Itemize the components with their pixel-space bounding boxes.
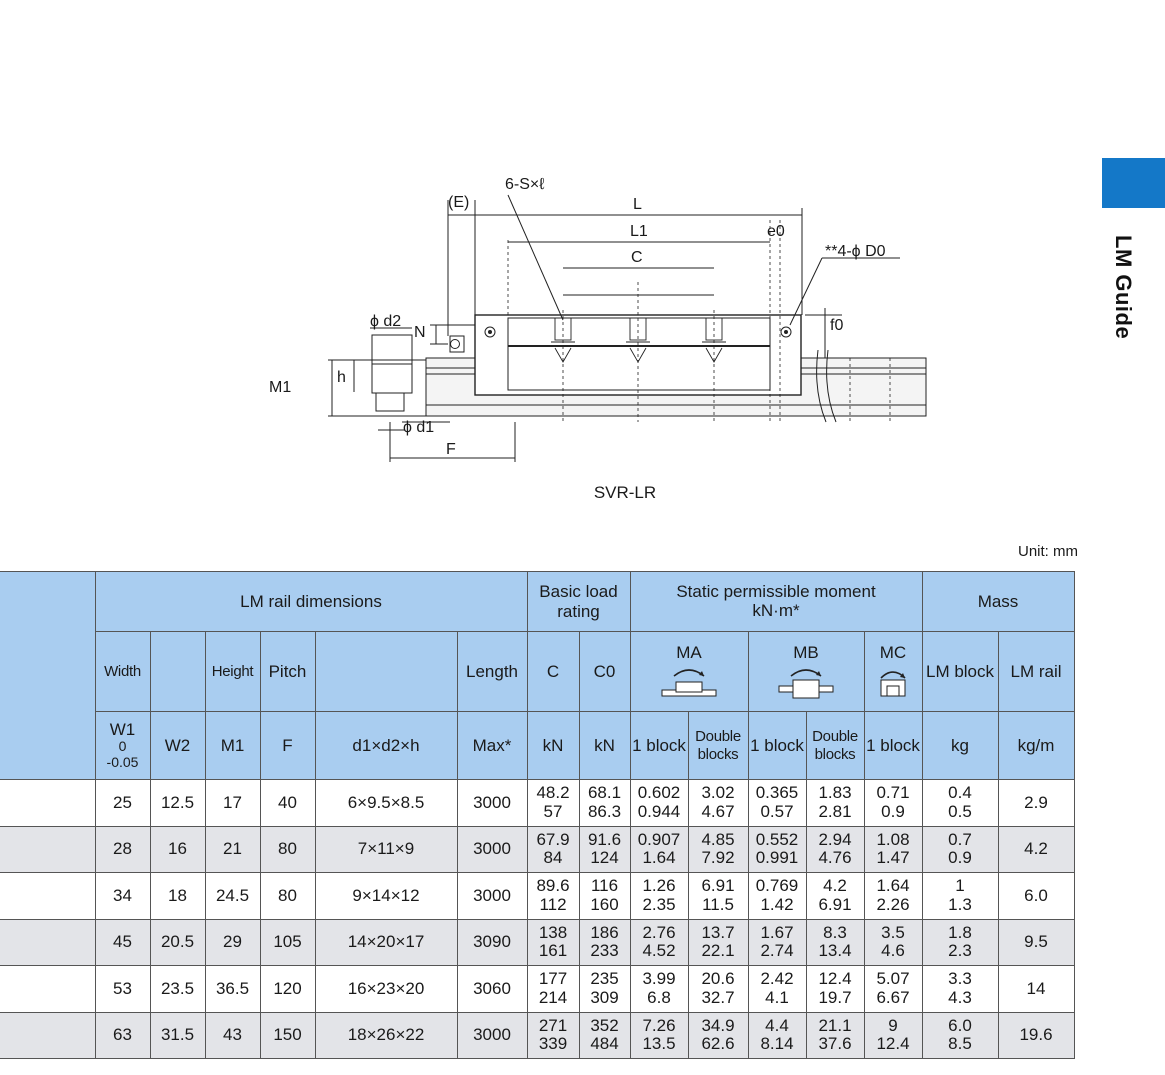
cell-mb2: 8.3 13.4	[806, 919, 864, 966]
cell-rail-mass: 6.0	[998, 873, 1074, 920]
cell-bolt: 6×9.5×8.5	[315, 780, 457, 827]
cell-f: 120	[260, 966, 315, 1013]
cell-ma1: 7.26 13.5	[630, 1012, 688, 1059]
sub-kn-c: kN	[527, 712, 579, 780]
dim-m1-label: M1	[269, 379, 292, 396]
cell-mb1: 0.552 0.991	[748, 826, 806, 873]
cell-bolt: 16×23×20	[315, 966, 457, 1013]
sub-bolt: d1×d2×h	[315, 712, 457, 780]
cell-block: 0.4 0.5	[922, 780, 998, 827]
cell-ma2: 3.02 4.67	[688, 780, 748, 827]
cell-bolt: 14×20×17	[315, 919, 457, 966]
cell-w1: 25	[95, 780, 150, 827]
cell-mb2: 4.2 6.91	[806, 873, 864, 920]
cell-ma2: 4.85 7.92	[688, 826, 748, 873]
cell-ma1: 1.26 2.35	[630, 873, 688, 920]
cell-mb1: 1.67 2.74	[748, 919, 806, 966]
sub-kgm: kg/m	[998, 712, 1074, 780]
cell-w2: 18	[150, 873, 205, 920]
group-basic-load: Basic load rating	[527, 572, 630, 632]
sub-ma-1block: 1 block	[630, 712, 688, 780]
hdr-lm-rail: LM rail	[998, 632, 1074, 712]
table-row	[0, 826, 1074, 873]
cell-w2: 23.5	[150, 966, 205, 1013]
table-row	[0, 919, 1074, 966]
cell-c: 271 339	[527, 1012, 579, 1059]
sub-max: Max*	[457, 712, 527, 780]
header-blank	[0, 572, 95, 780]
cell-mb2: 1.83 2.81	[806, 780, 864, 827]
cell-max: 3000	[457, 780, 527, 827]
cell-f: 40	[260, 780, 315, 827]
spec-table	[0, 571, 1075, 1059]
hdr-w2-blank	[150, 632, 205, 712]
hdr-ma: MA	[630, 632, 748, 712]
dim-e0-label: e0	[767, 223, 785, 240]
cell-m1: 43	[205, 1012, 260, 1059]
cell-w1: 63	[95, 1012, 150, 1059]
cell-rail-mass: 14	[998, 966, 1074, 1013]
dim-n-label: N	[414, 324, 426, 341]
dim-d0-label: **4-ϕ D0	[825, 243, 886, 260]
mb-moment-icon	[775, 664, 837, 700]
cell-w1: 45	[95, 919, 150, 966]
dim-d2-label: ϕ d2	[370, 313, 402, 330]
cell-m1: 17	[205, 780, 260, 827]
cell-mc1: 1.08 1.47	[864, 826, 922, 873]
cell-mb1: 0.365 0.57	[748, 780, 806, 827]
cell-rail-mass: 2.9	[998, 780, 1074, 827]
cell-f: 105	[260, 919, 315, 966]
row-model-cell	[0, 1012, 95, 1059]
cell-w1: 53	[95, 966, 150, 1013]
cell-rail-mass: 19.6	[998, 1012, 1074, 1059]
cell-c: 48.2 57	[527, 780, 579, 827]
cell-f: 80	[260, 873, 315, 920]
cell-ma2: 34.9 62.6	[688, 1012, 748, 1059]
cell-f: 80	[260, 826, 315, 873]
cell-mb1: 4.4 8.14	[748, 1012, 806, 1059]
dim-hole-label: 6-S×ℓ	[505, 176, 545, 193]
table-row	[0, 966, 1074, 1013]
ma-moment-icon	[658, 664, 720, 700]
cell-mc1: 1.64 2.26	[864, 873, 922, 920]
cell-c0: 116 160	[579, 873, 630, 920]
technical-drawing	[250, 160, 950, 470]
cell-max: 3060	[457, 966, 527, 1013]
sub-m1: M1	[205, 712, 260, 780]
cell-mb2: 21.1 37.6	[806, 1012, 864, 1059]
cell-c0: 186 233	[579, 919, 630, 966]
dim-l-label: L	[633, 196, 642, 213]
sub-mc-1block: 1 block	[864, 712, 922, 780]
sub-ma-double: Double blocks	[688, 712, 748, 780]
cell-c: 138 161	[527, 919, 579, 966]
hdr-length: Length	[457, 632, 527, 712]
cell-f: 150	[260, 1012, 315, 1059]
hdr-c: C	[527, 632, 579, 712]
cell-c0: 235 309	[579, 966, 630, 1013]
cell-mb1: 0.769 1.42	[748, 873, 806, 920]
cell-ma2: 6.91 11.5	[688, 873, 748, 920]
group-mass: Mass	[922, 572, 1074, 632]
cell-block: 0.7 0.9	[922, 826, 998, 873]
dim-e-label: (E)	[448, 194, 470, 211]
cell-mc1: 0.71 0.9	[864, 780, 922, 827]
cell-m1: 29	[205, 919, 260, 966]
mc-moment-icon	[875, 664, 911, 700]
cell-ma1: 0.907 1.64	[630, 826, 688, 873]
cell-rail-mass: 4.2	[998, 826, 1074, 873]
hdr-lm-block: LM block	[922, 632, 998, 712]
cell-m1: 24.5	[205, 873, 260, 920]
cell-w1: 28	[95, 826, 150, 873]
dim-f-label: F	[446, 441, 456, 458]
hdr-mb: MB	[748, 632, 864, 712]
hdr-pitch: Pitch	[260, 632, 315, 712]
sub-mb-double: Double blocks	[806, 712, 864, 780]
unit-note: Unit: mm	[1018, 543, 1078, 560]
dim-l1-label: L1	[630, 223, 648, 240]
dim-d1-label: ϕ d1	[403, 419, 435, 436]
row-model-cell	[0, 919, 95, 966]
cell-max: 3000	[457, 873, 527, 920]
cell-bolt: 7×11×9	[315, 826, 457, 873]
cell-c0: 68.1 86.3	[579, 780, 630, 827]
cell-rail-mass: 9.5	[998, 919, 1074, 966]
dim-h-label: h	[337, 369, 346, 386]
cell-w2: 16	[150, 826, 205, 873]
cell-w2: 20.5	[150, 919, 205, 966]
hdr-mc: MC	[864, 632, 922, 712]
cell-w2: 31.5	[150, 1012, 205, 1059]
hdr-c0: C0	[579, 632, 630, 712]
cell-c: 89.6 112	[527, 873, 579, 920]
cell-c: 177 214	[527, 966, 579, 1013]
cell-max: 3090	[457, 919, 527, 966]
cell-mc1: 3.5 4.6	[864, 919, 922, 966]
dim-c-label: C	[631, 249, 643, 266]
cell-w1: 34	[95, 873, 150, 920]
hdr-bolt-blank	[315, 632, 457, 712]
cell-ma2: 13.7 22.1	[688, 919, 748, 966]
cell-block: 1 1.3	[922, 873, 998, 920]
cell-mc1: 9 12.4	[864, 1012, 922, 1059]
group-static-moment: Static permissible moment kN·m*	[630, 572, 922, 632]
cell-ma1: 2.76 4.52	[630, 919, 688, 966]
cell-w2: 12.5	[150, 780, 205, 827]
row-model-cell	[0, 826, 95, 873]
cell-mb2: 12.4 19.7	[806, 966, 864, 1013]
cell-block: 1.8 2.3	[922, 919, 998, 966]
row-model-cell	[0, 966, 95, 1013]
row-model-cell	[0, 780, 95, 827]
sub-w1: W1 0 -0.05	[95, 712, 150, 780]
section-tab-marker	[1102, 158, 1165, 208]
hdr-height: Height	[205, 632, 260, 712]
cell-bolt: 9×14×12	[315, 873, 457, 920]
group-rail-dimensions: LM rail dimensions	[95, 572, 527, 632]
cell-m1: 21	[205, 826, 260, 873]
cell-mb2: 2.94 4.76	[806, 826, 864, 873]
section-title: LM Guide	[1111, 234, 1136, 340]
cell-c0: 91.6 124	[579, 826, 630, 873]
sub-mb-1block: 1 block	[748, 712, 806, 780]
cell-mc1: 5.07 6.67	[864, 966, 922, 1013]
sub-f: F	[260, 712, 315, 780]
cell-max: 3000	[457, 1012, 527, 1059]
cell-m1: 36.5	[205, 966, 260, 1013]
cell-mb1: 2.42 4.1	[748, 966, 806, 1013]
cell-bolt: 18×26×22	[315, 1012, 457, 1059]
drawing-caption: SVR-LR	[593, 483, 657, 502]
hdr-width: Width	[95, 632, 150, 712]
cell-max: 3000	[457, 826, 527, 873]
dim-f0-label: f0	[830, 317, 844, 334]
row-model-cell	[0, 873, 95, 920]
sub-kg: kg	[922, 712, 998, 780]
sub-kn-c0: kN	[579, 712, 630, 780]
cell-block: 3.3 4.3	[922, 966, 998, 1013]
cell-c0: 352 484	[579, 1012, 630, 1059]
cell-ma1: 0.602 0.944	[630, 780, 688, 827]
cell-ma1: 3.99 6.8	[630, 966, 688, 1013]
cell-ma2: 20.6 32.7	[688, 966, 748, 1013]
cell-c: 67.9 84	[527, 826, 579, 873]
table-row	[0, 1012, 1074, 1059]
table-row	[0, 780, 1074, 827]
cell-block: 6.0 8.5	[922, 1012, 998, 1059]
table-row	[0, 873, 1074, 920]
sub-w2: W2	[150, 712, 205, 780]
